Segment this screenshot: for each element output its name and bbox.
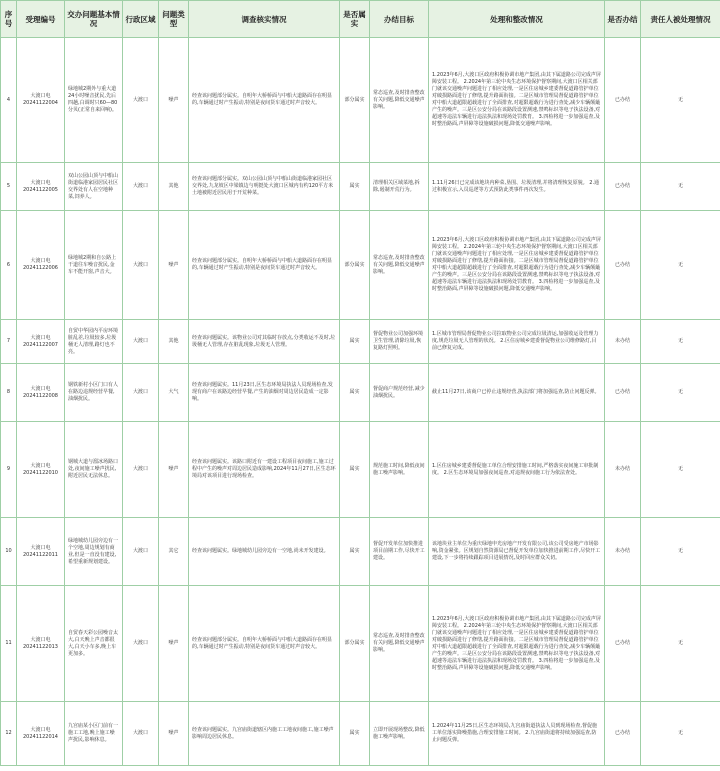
row-number: 11 xyxy=(1,586,17,702)
row-number: 7 xyxy=(1,320,17,364)
table-row xyxy=(1,702,720,766)
problem-description: 自贸中华园内平房环境脏乱差,垃圾较多,垃圾桶无人清理,路灯也不亮。 xyxy=(65,320,123,364)
problem-type: 噪声 xyxy=(159,586,189,702)
completion-status: 已办结 xyxy=(605,586,641,702)
is-true: 属实 xyxy=(340,320,370,364)
responsible-person-status: 无 xyxy=(641,38,720,163)
handling-details: 1.2024年11月25日,区生态环境局,九宫庙街道执法人员到现场检查,督促施工单位落实降噪措施,合理安排施工时间。 2.九宫庙街道将持续加强巡查,防止问题反弹。 xyxy=(429,702,605,766)
case-id: 大渡口电20241122007 xyxy=(17,320,65,364)
problem-description: 九宫庙某小区门前有一施工工地,晚上施工噪声扰民,影响休息。 xyxy=(65,702,123,766)
investigation-result: 经查该问题部分属实。自明年大桥桥面与中船大道路面存在明显的,车辆通过时产生振动,特别是夜间货车通过时声音较大。 xyxy=(189,38,340,163)
completion-goal: 清理相关区域菜地,拆除,遏制开荒行为。 xyxy=(370,163,429,211)
is-true: 部分属实 xyxy=(340,38,370,163)
handling-details: 截止11月27日,该商户已停止违规经营,执法部门将加强巡查,防止问题反弹。 xyxy=(429,364,605,422)
handling-details: 1.2023年6月,大渡口区政府积极协调市地产集团,由其下属道路公司完成声屏障安装工程。 2.2024年第三轮中央生态环境保护督察期间,大渡口区相关部门就该交通噪声问题进行了相应处理,一是区住房城乡建委督促道路管护单位对破损路面进行了修缮,提升路面衔接。二是区城市管理局督促道路管护单位对中船大道超限超载进行了全面排查,对超限超载行为进行查处,减少车辆颠簸产生的噪声。三是区公安分局在该路段设置测速,禁鸣标识等电子执法设备,对超速等违法车辆进行违法执法和现场处罚教育。 3.四检将进一步加强巡查,及时整治路面,声屏障等设施破损问题,降低交通噪声影响。 xyxy=(429,211,605,320)
row-number: 9 xyxy=(1,422,17,518)
admin-area: 大渡口 xyxy=(123,422,159,518)
header-cell: 处理和整改情况 xyxy=(429,1,605,38)
problem-description: 绿地城2期和自公路上干道往车噪音扰民,金车不能开窗,声音大。 xyxy=(65,211,123,320)
completion-status: 未办结 xyxy=(605,422,641,518)
case-id: 大渡口电20241122011 xyxy=(17,518,65,586)
is-true: 属实 xyxy=(340,364,370,422)
completion-goal: 常态巡查,及时排查整改有关问题,降低交通噪声影响。 xyxy=(370,38,429,163)
completion-goal: 督促开发单位加快推进项目前期工作,尽快开工建设。 xyxy=(370,518,429,586)
row-number: 8 xyxy=(1,364,17,422)
is-true: 部分属实 xyxy=(340,211,370,320)
problem-description: 绿地城2期外与重大道24小时噪音扰民,先后四趟,白调时只60—80分贝(正常自来回响)。 xyxy=(65,38,123,163)
header-cell: 是否属实 xyxy=(340,1,370,38)
admin-area: 大渡口 xyxy=(123,211,159,320)
header-cell: 受理编号 xyxy=(17,1,65,38)
admin-area: 大渡口 xyxy=(123,702,159,766)
completion-status: 已办结 xyxy=(605,364,641,422)
problem-type: 噪声 xyxy=(159,702,189,766)
row-number: 12 xyxy=(1,702,17,766)
case-id: 大渡口电20241122005 xyxy=(17,163,65,211)
problem-description: 钢城大道与溜冰场路口处,夜间施工噪声扰民,附近居民无法休息。 xyxy=(65,422,123,518)
is-true: 属实 xyxy=(340,163,370,211)
admin-area: 大渡口 xyxy=(123,320,159,364)
responsible-person-status: 无 xyxy=(641,163,720,211)
table-row xyxy=(1,364,720,422)
problem-type: 噪声 xyxy=(159,38,189,163)
handling-details: 1.区城市管理局督促物业公司拉取物业公司完成垃圾清运,加强收运及管理力度,规范垃圾无人管理的状况。 2.区住房城乡建委督促物业公司维修路灯,目前已修复完成。 xyxy=(429,320,605,364)
handling-details: 1.2023年6月,大渡口区政府积极协调市地产集团,由其下属道路公司完成声屏障安装工程。 2.2024年第三轮中央生态环境保护督察期间,大渡口区相关部门就该交通噪声问题进行了相应处理,一是区住房城乡建委督促道路管护单位对破损路面进行了修缮,提升路面衔接。二是区城市管理局督促道路管护单位对中船大道超限超载进行了全面排查,对超限超载行为进行查处,减少车辆颠簸产生的噪声。三是区公安分局在该路段设置测速,禁鸣标识等电子执法设备,对超速等违法车辆进行违法执法和现场处罚教育。 3.四检将进一步加强巡查,及时整治路面,声屏障等设施破损问题,降低交通噪声影响。 xyxy=(429,38,605,163)
admin-area: 大渡口 xyxy=(123,364,159,422)
case-id: 大渡口电20241122010 xyxy=(17,422,65,518)
responsible-person-status: 无 xyxy=(641,518,720,586)
problem-type: 其它 xyxy=(159,518,189,586)
investigation-result: 经查该问题属实。九宫庙街道辖区内施工工地夜间施工,施工噪声影响周边居民休息。 xyxy=(189,702,340,766)
completion-goal: 督促物业公司加强环境卫生管理,清除垃圾,恢复路灯照明。 xyxy=(370,320,429,364)
header-cell: 办结目标 xyxy=(370,1,429,38)
completion-goal: 常态巡查,及时排查整改有关问题,降低交通噪声影响。 xyxy=(370,211,429,320)
table-row xyxy=(1,38,720,163)
case-id: 大渡口电20241122008 xyxy=(17,364,65,422)
responsible-person-status: 无 xyxy=(641,422,720,518)
table-header-row xyxy=(1,1,720,38)
investigation-result: 经查该问题属实。11月23日,区生态环境局执法人员现场检查,发现有商户在该路边经营早餐,产生的油烟对周边居民造成一定影响。 xyxy=(189,364,340,422)
table-row xyxy=(1,163,720,211)
problem-type: 其他 xyxy=(159,320,189,364)
table-row xyxy=(1,422,720,518)
row-number: 4 xyxy=(1,38,17,163)
responsible-person-status: 无 xyxy=(641,586,720,702)
completion-status: 未办结 xyxy=(605,320,641,364)
row-number: 10 xyxy=(1,518,17,586)
completion-status: 未办结 xyxy=(605,518,641,586)
investigation-result: 经查该问题部分属实。自明年大桥桥面与中船大道路面存在明显的,车辆通过时产生振动,特别是夜间货车通过时声音较大。 xyxy=(189,586,340,702)
header-cell: 责任人被处理情况 xyxy=(641,1,720,38)
completion-goal: 常态巡查,及时排查整改有关问题,降低交通噪声影响。 xyxy=(370,586,429,702)
is-true: 属实 xyxy=(340,702,370,766)
problem-description: 绿地城幼儿园旁边有一个空地,周边规划有商业,但是一直没有建设,希望重新规划建设。 xyxy=(65,518,123,586)
admin-area: 大渡口 xyxy=(123,38,159,163)
table-row xyxy=(1,518,720,586)
header-cell: 行政区域 xyxy=(123,1,159,38)
case-id: 大渡口电20241122014 xyxy=(17,702,65,766)
responsible-person-status: 无 xyxy=(641,364,720,422)
row-number: 6 xyxy=(1,211,17,320)
problem-description: 钢铁新村小区门口有人在路边违规经营早餐,油烟扰民。 xyxy=(65,364,123,422)
investigation-result: 经查该问题属实。该路口附近有一建设工程项目夜间施工,施工过程中产生的噪声对周边居民造成影响,2024年11月27日,区生态环境局对该项目进行现场检查。 xyxy=(189,422,340,518)
completion-status: 已办结 xyxy=(605,38,641,163)
investigation-result: 经查该问题属实。该物业公司对其临时存放点,分类收运不及时,垃圾桶无人管理,存在脏乱现象,垃圾无人管理。 xyxy=(189,320,340,364)
problem-type: 噪声 xyxy=(159,422,189,518)
problem-description: 自贸春天彩公园噪音太大,白天晚上声音都很大,白天小车多,晚上车更加多。 xyxy=(65,586,123,702)
investigation-result: 经查该问题部分属实。双山公园山顶与中船山街道临港家园社区交界处,九龙坡区中梁镇边与明挺处大渡口区城内有约120平方米土地被附近居民用于开荒种菜。 xyxy=(189,163,340,211)
admin-area: 大渡口 xyxy=(123,586,159,702)
problem-type: 其他 xyxy=(159,163,189,211)
header-cell: 序号 xyxy=(1,1,17,38)
admin-area: 大渡口 xyxy=(123,163,159,211)
header-cell: 调查核实情况 xyxy=(189,1,340,38)
admin-area: 大渡口 xyxy=(123,518,159,586)
row-number: 5 xyxy=(1,163,17,211)
handling-details: 1.2023年6月,大渡口区政府积极协调市地产集团,由其下属道路公司完成声屏障安装工程。 2.2024年第三轮中央生态环境保护督察期间,大渡口区相关部门就该交通噪声问题进行了相应处理,一是区住房城乡建委督促道路管护单位对破损路面进行了修缮,提升路面衔接。二是区城市管理局督促道路管护单位对中船大道超限超载进行了全面排查,对超限超载行为进行查处,减少车辆颠簸产生的噪声。三是区公安分局在该路段设置测速,禁鸣标识等电子执法设备,对超速等违法车辆进行违法执法和现场处罚教育。 3.四检将进一步加强巡查,及时整治路面,声屏障等设施破损问题,降低交通噪声影响。 xyxy=(429,586,605,702)
completion-goal: 督促商户规范经营,减少油烟扰民。 xyxy=(370,364,429,422)
case-id: 大渡口电20241122006 xyxy=(17,211,65,320)
problem-type: 大气 xyxy=(159,364,189,422)
responsible-person-status: 无 xyxy=(641,211,720,320)
completion-goal: 规范施工时间,降低夜间施工噪声影响。 xyxy=(370,422,429,518)
case-id: 大渡口电20241122013 xyxy=(17,586,65,702)
completion-status: 已办结 xyxy=(605,211,641,320)
responsible-person-status: 无 xyxy=(641,702,720,766)
is-true: 属实 xyxy=(340,518,370,586)
problem-type: 噪声 xyxy=(159,211,189,320)
header-cell: 交办问题基本情况 xyxy=(65,1,123,38)
table-row xyxy=(1,320,720,364)
problem-description: 双山公园山顶与中船山街道临港家园居民社区交界处有人在空地种菜,饲养人。 xyxy=(65,163,123,211)
table-row xyxy=(1,586,720,702)
investigation-result: 经查该问题属实。绿地城幼儿园旁边有一空地,尚未开发建设。 xyxy=(189,518,340,586)
completion-status: 已办结 xyxy=(605,702,641,766)
handling-details: 该地块业主单位为重庆绿地申光房地产开发有限公司,该公司受房地产市场影响,资金紧张。区规划自然资源局已督促开发单位加快推进前期工作,尽快开工建设,下一步将持续跟踪项目进展情况,及时回应群众关切。 xyxy=(429,518,605,586)
table-row xyxy=(1,211,720,320)
is-true: 部分属实 xyxy=(340,586,370,702)
completion-goal: 立即开展现场整改,降低施工噪声影响。 xyxy=(370,702,429,766)
header-cell: 是否办结 xyxy=(605,1,641,38)
completion-status: 已办结 xyxy=(605,163,641,211)
case-id: 大渡口电20241122004 xyxy=(17,38,65,163)
handling-details: 1.区住房城乡建委督促施工单位合理安排施工时间,严格落实夜间施工审批制度。 2.区生态环境局加强夜间巡查,对违规夜间施工行为依法查处。 xyxy=(429,422,605,518)
header-cell: 问题类型 xyxy=(159,1,189,38)
investigation-result: 经查该问题部分属实。自明年大桥桥面与中船大道路面存在明显的,车辆通过时产生振动,特别是夜间货车通过时声音较大。 xyxy=(189,211,340,320)
handling-details: 1.11月26日已完成该地块内种菜,垦围、垃圾清理,并将清理恢复原貌。 2.通过积极宣示,入员巡逻等方式预防此类事件再次发生。 xyxy=(429,163,605,211)
is-true: 属实 xyxy=(340,422,370,518)
responsible-person-status: 无 xyxy=(641,320,720,364)
